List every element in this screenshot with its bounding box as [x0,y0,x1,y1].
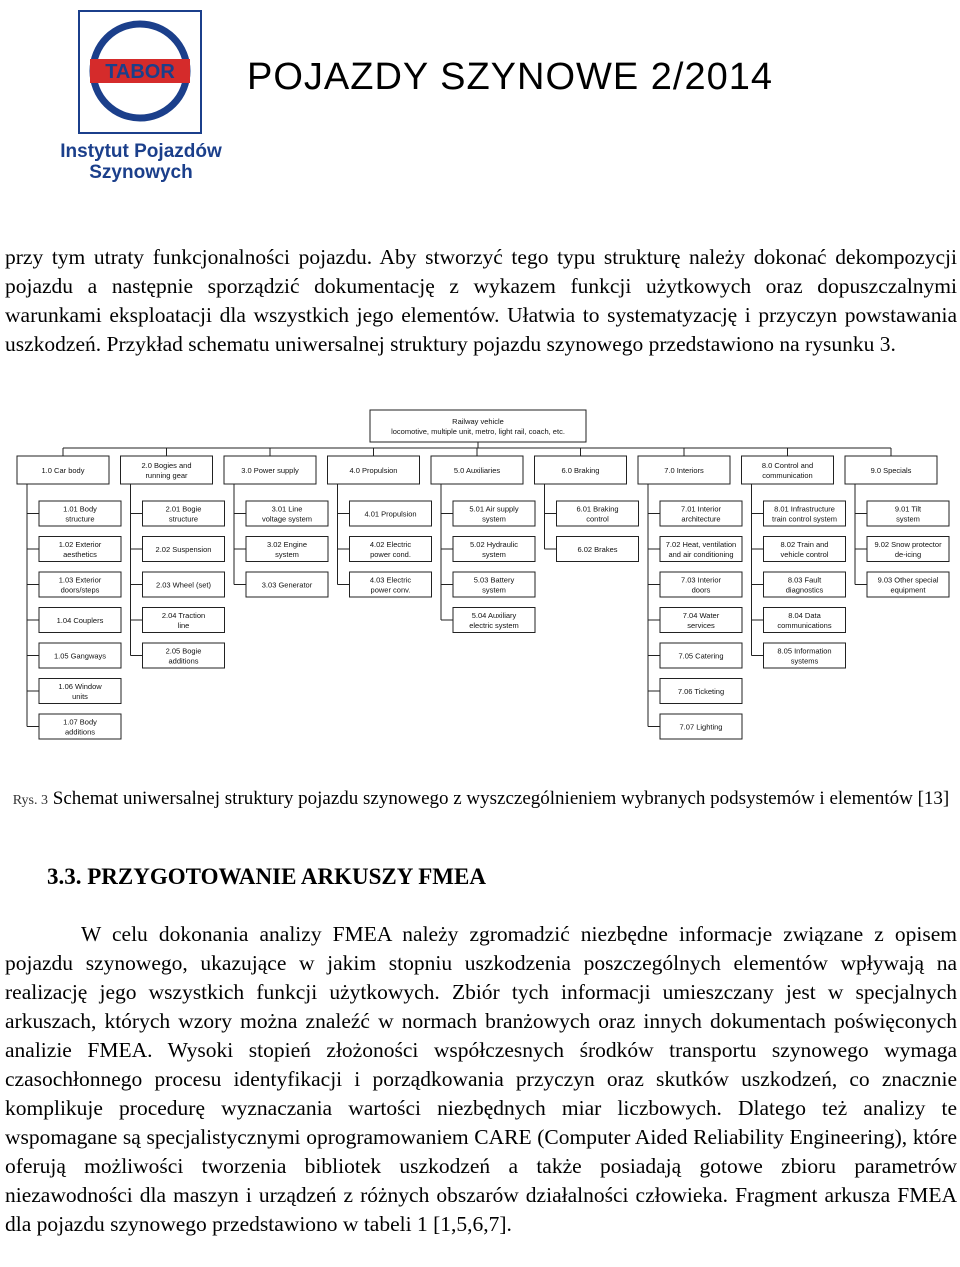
element-node-label: 7.02 Heat, ventilation [665,540,737,549]
element-node [39,714,121,739]
element-node [39,643,121,668]
element-node-label: 7.04 Water [682,611,720,620]
element-node-label: 9.03 Other special [877,575,939,585]
subsystem-node-label: 7.0 Interiors [664,466,704,475]
element-node [143,643,225,668]
element-node [143,608,225,633]
element-node-label: 8.05 Information [777,646,832,656]
element-node-label: 2.04 Traction [161,611,206,620]
element-node [246,501,328,526]
element-node-label: 1.01 Body [63,504,97,514]
element-node-label: 1.04 Couplers [56,616,104,625]
element-node-label: 4.02 Electric [369,540,412,549]
element-node [350,501,432,526]
element-node-label: electric system [469,621,519,630]
figure-caption [5,786,957,814]
subsystem-node [224,456,316,484]
subsystem-node [17,456,109,484]
root-node [370,410,586,442]
journal-title: POJAZDY SZYNOWE 2/2014 [247,56,774,98]
element-node-label: 8.03 Fault [787,575,822,585]
element-node [764,643,846,668]
element-node-label: voltage system [261,514,313,524]
element-node-label: doors/steps [60,585,100,595]
element-node-label: power cond. [370,550,411,559]
element-node [453,608,535,633]
element-node-label: 3.02 Engine [266,540,308,549]
element-node-label: 2.02 Suspension [155,545,212,554]
element-node [246,572,328,597]
element-node-label: vehicle control [780,550,829,559]
subsystem-node-label: 5.0 Auxiliaries [453,466,501,475]
element-node-label: system [275,550,299,559]
element-node [867,572,949,597]
root-node-label: Railway vehicle [452,417,504,426]
element-node [453,572,535,597]
element-node-label: 2.05 Bogie [165,646,202,656]
element-node-label: 1.02 Exterior [58,540,102,549]
element-node-label: control [586,514,609,524]
element-node-label: 4.03 Electric [369,575,412,585]
element-node [246,537,328,562]
element-node [453,537,535,562]
element-node [660,572,742,597]
caption-prefix: Rys. 3 [12,793,49,808]
element-node [660,643,742,668]
logo-org-line1: Instytut Pojazdów [60,141,222,162]
element-node-label: 1.06 Window [58,682,102,691]
element-node [39,572,121,597]
element-node-label: train control system [771,514,838,524]
element-node-label: 5.04 Auxiliary [471,611,517,620]
element-node-label: services [687,621,715,630]
element-node-label: system [482,550,506,559]
element-node [39,501,121,526]
element-node-label: system [896,514,920,524]
element-node [764,501,846,526]
element-node [660,537,742,562]
subsystem-node-label: 6.0 Braking [561,466,600,475]
logo-brand-text: TABOR [105,61,175,83]
element-node-label: 6.02 Brakes [577,545,618,554]
element-node-label: power conv. [370,585,411,595]
tabor-logo [58,10,224,185]
element-node-label: 1.03 Exterior [58,575,102,585]
element-node-label: 9.01 Tilt [894,504,922,514]
element-node-label: 8.01 Infrastructure [774,504,835,514]
element-node-label: 8.04 Data [788,611,821,620]
element-node [143,501,225,526]
element-node [764,608,846,633]
subsystem-node-label: 2.0 Bogies and [141,461,192,470]
subsystem-node [431,456,523,484]
element-node-label: system [482,585,506,595]
element-node-label: structure [65,514,95,524]
subsystem-node-label: 1.0 Car body [41,466,85,475]
subsystem-node-label: running gear [145,471,188,480]
body-paragraph-1: przy tym utraty funkcjonalności pojazdu. Aby stworzyć tego typu strukturę należy dokonać dekompozycji pojazdu a następnie sporządzić dokumentację z wykazem funkcji użytkowych oraz dopuszczalnymi warunkami eksploatacji dla wszystkich jego elementów. Ułatwia to systematyzację i przyczyn powstawania uszkodzeń. Przykład schematu uniwersalnej struktury pojazdu szynowego przedstawiono na rysunku 3. [5,245,957,356]
element-node-label: 1.07 Body [63,717,97,727]
element-node-label: 3.01 Line [271,504,303,514]
element-node-label: and air conditioning [668,550,734,559]
element-node-label: systems [790,656,819,666]
element-node-label: de-icing [894,550,922,559]
element-node-label: 8.02 Train and [780,540,829,549]
element-node [453,501,535,526]
element-node-label: 3.03 Generator [261,580,313,590]
element-node-label: 5.01 Air supply [469,504,519,514]
structure-diagram [12,405,957,765]
subsystem-node [845,456,937,484]
element-node [143,537,225,562]
element-node-label: 7.01 Interior [680,504,722,514]
element-node-label: 6.01 Braking [576,504,619,514]
element-node [764,572,846,597]
element-node [660,608,742,633]
root-node-label: locomotive, multiple unit, metro, light rail, coach, etc. [391,427,565,436]
element-node [867,501,949,526]
subsystem-node [328,456,420,484]
element-node [660,679,742,704]
element-node-label: 5.02 Hydraulic [470,540,518,549]
element-node-label: doors [691,585,711,595]
element-node-label: architecture [681,514,721,524]
subsystem-node-label: 8.0 Control and [761,461,814,470]
subsystem-node [121,456,213,484]
section-heading: 3.3. PRZYGOTOWANIE ARKUSZY FMEA [47,864,486,889]
element-node-label: additions [168,656,199,666]
element-node [39,608,121,633]
element-node-label: diagnostics [785,585,824,595]
caption-text: Schemat uniwersalnej struktury pojazdu szynowego z wyszczególnieniem wybranych podsystemów i elementów [13] [52,788,950,809]
element-node [143,572,225,597]
element-node-label: aesthetics [63,550,97,559]
element-node-label: system [482,514,506,524]
element-node-label: 7.07 Lighting [679,722,723,732]
subsystem-node [742,456,834,484]
element-node-label: structure [168,514,199,524]
element-node [39,537,121,562]
element-node [660,501,742,526]
element-node-label: communications [777,621,832,630]
subsystem-node-label: 4.0 Propulsion [349,466,398,475]
subsystem-node [638,456,730,484]
subsystem-node [535,456,627,484]
body-paragraph-2: W celu dokonania analizy FMEA należy zgromadzić niezbędne informacje związane z opisem pojazdu szynowego, ukazujące w jakim stopniu uszkodzenia poszczególnych elementów wpływają na realizację jego wszystkich funkcji użytkowych. Zbiór tych informacji umieszczany jest w specjalnych arkuszach, których wzory można znaleźć w normach branżowych oraz innych dokumentach poświęconych analizie FMEA. Wysoki stopień złożoności współczesnych środków transportu szynowego wymaga czasochłonnego procesu identyfikacji i porządkowania przyczyn oraz skutków uszkodzeń, co znacznie komplikuje procedurę wyznaczania wartości niezbędnych miar liczbowych. Dlatego też analizy te wspomagane są specjalistycznymi oprogramowaniem CARE (Computer Aided Reliability Engineering), które oferują możliwości tworzenia bibliotek uszkodzeń a także posiadają gotowe zbioru parametrów niezawodności dla maszyn i urządzeń z różnych obszarów działalności człowieka. Fragment arkusza FMEA dla pojazdu szynowego przedstawiono w tabeli 1 [1,5,6,7]. [5,922,957,1236]
element-node [350,537,432,562]
element-node [557,537,639,562]
subsystem-node-label: communication [762,471,813,480]
element-node-label: 2.03 Wheel (set) [155,580,212,590]
element-node [660,714,742,739]
element-node-label: 2.01 Bogie [165,504,202,514]
element-node [764,537,846,562]
subsystem-node-label: 3.0 Power supply [241,466,299,475]
logo-org-line2: Szynowych [89,162,193,183]
element-node-label: 7.05 Catering [678,651,724,661]
element-node [867,537,949,562]
logo-emblem [89,20,191,122]
element-node [39,679,121,704]
element-node-label: 7.06 Ticketing [677,687,725,696]
element-node-label: units [72,692,88,701]
element-node-label: 7.03 Interior [680,575,722,585]
element-node [557,501,639,526]
element-node-label: additions [64,727,96,737]
element-node-label: 5.03 Battery [473,575,515,585]
element-node-label: 9.02 Snow protector [874,540,942,549]
element-node-label: 4.01 Propulsion [364,509,417,519]
element-node [350,572,432,597]
element-node-label: equipment [890,585,926,595]
element-node-label: line [177,621,190,630]
subsystem-node-label: 9.0 Specials [870,466,912,475]
element-node-label: 1.05 Gangways [53,651,107,661]
